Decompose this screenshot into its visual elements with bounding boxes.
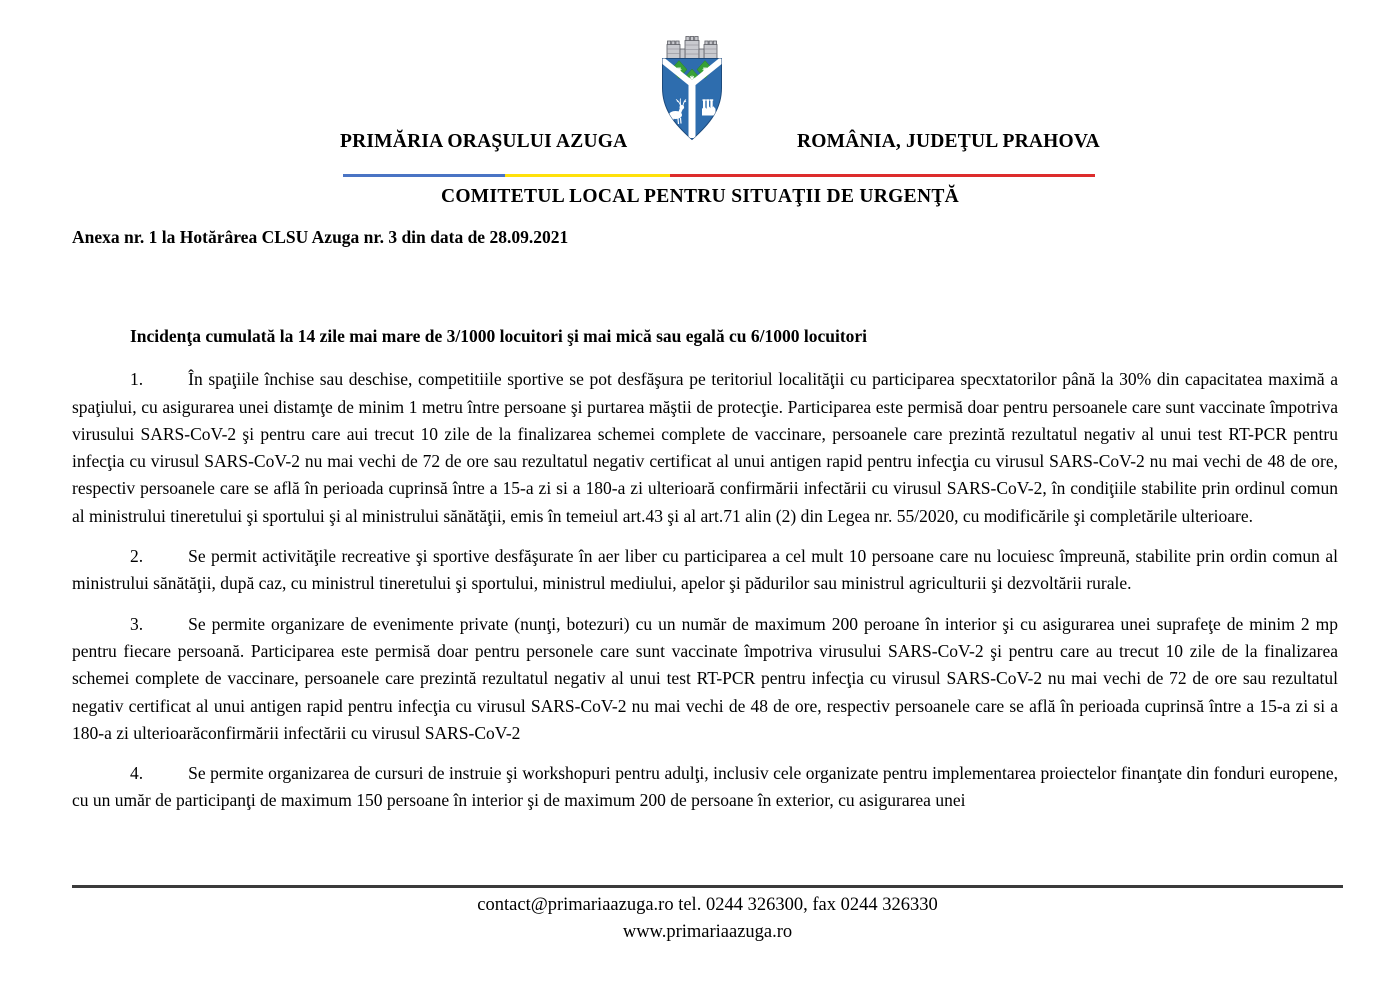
footer-contact: contact@primariaazuga.ro tel. 0244 326300, fax 0244 326330 [477, 895, 938, 915]
flag-red-segment [670, 174, 1095, 177]
paragraph-number: 3. [130, 613, 144, 634]
page-footer [72, 885, 1343, 946]
azuga-coat-of-arms-icon [658, 36, 726, 142]
country-county-name: ROMÂNIA, JUDEŢUL PRAHOVA [797, 131, 1100, 152]
paragraph-text: Se permite organizarea de cursuri de instruie şi workshopuri pentru adulţi, inclusiv cele organizate pentru implementarea proiectelor finanţate din fonduri europene, cu un umăr de participanţi de maximum 150 persoane în interior şi de maximum 200 de persoane în exterior, cu asigurarea unei [72, 763, 1338, 811]
section-heading: Incidenţa cumulată la 14 zile mai mare de 3/1000 locuitori şi mai mică sau egală cu 6/1000 locuitori [130, 326, 868, 346]
paragraph-number: 4. [130, 763, 144, 784]
flag-yellow-segment [505, 174, 670, 177]
institution-name: PRIMĂRIA ORAŞULUI AZUGA [340, 131, 628, 152]
flag-blue-segment [343, 174, 505, 177]
footer-website: www.primariaazuga.ro [622, 922, 793, 942]
footer-divider [72, 885, 1343, 888]
annex-reference: Anexa nr. 1 la Hotărârea CLSU Azuga nr. 3 din data de 28.09.2021 [72, 227, 569, 247]
paragraph-3 [72, 611, 1338, 747]
flag-divider [343, 174, 1095, 177]
paragraph-2 [72, 543, 1338, 598]
paragraph-4 [72, 760, 1338, 815]
paragraph-text: În spaţiile închise sau deschise, competitiile sportive se pot desfăşura pe teritoriul localităţii cu participarea specxtatorilor până la 30% din capacitatea maximă a spaţiului, cu asigurarea unei distamţe de minim 1 metru între persoane şi purtarea măştii de protecţie. Participarea este permisă doar pentru persoanele care sunt vaccinate împotriva virusului SARS-CoV-2 şi pentru care aui trecut 10 zile de la finalizarea schemei complete de vaccinare, persoanele care prezintă rezultatul negativ al unui test RT-PCR pentru infecţia cu virusul SARS-CoV-2 nu mai vechi de 72 de ore sau rezultatul negativ certificat al unui antigen rapid pentru infecţia cu virusul SARS-CoV-2 nu mai vechi de 48 de ore, respectiv persoanele care se află în perioada cuprinsă între a 15-a zi si a 180-a zi ulterioară confirmării infectării cu virusul SARS-CoV-2, în condiţiile stabilite prin ordinul comun al ministrului tineretului şi sportului şi al ministrului sănătăţii, emis în temeiul art.43 şi al art.71 alin (2) din Legea nr. 55/2020, cu modificările şi completările ulterioare. [72, 369, 1338, 526]
paragraph-1 [72, 366, 1338, 530]
paragraph-text: Se permit activităţile recreative şi sportive desfăşurate în aer liber cu participarea a cel mult 10 persoane care nu locuiesc împreună, stabilite prin ordin comun al ministrului sănătăţii, după caz, cu ministrul tineretului şi sportului, ministrul mediului, apelor şi pădurilor sau ministrul agriculturii şi dezvoltării rurale. [72, 546, 1338, 594]
paragraph-number: 2. [130, 546, 144, 567]
committee-title: COMITETUL LOCAL PENTRU SITUAŢII DE URGENŢĂ [440, 186, 960, 207]
paragraph-number: 1. [130, 369, 144, 390]
document-body [72, 323, 1338, 828]
paragraph-text: Se permite organizare de evenimente private (nunţi, botezuri) cu un număr de maximum 200 peroane în interior şi cu asigurarea unei suprafeţe de minim 2 mp pentru fiecare persoană. Participarea este permisă doar pentru personele care sunt vaccinate împotriva virusului SARS-CoV-2 şi pentru care au trecut 10 zile de la finalizarea schemei complete de vaccinare, persoanele care prezintă rezultatul negativ al unui test RT-PCR pentru infecţia cu virusul SARS-CoV-2 nu mai vechi de 72 de ore sau rezultatul negativ certificat al unui antigen rapid pentru infecţia cu virusul SARS-CoV-2 nu mai vechi de 48 de ore, respectiv persoanele care se află în perioada cuprinsă între a 15-a zi si a 180-a zi ulterioarăconfirmării infectării cu virusul SARS-CoV-2 [72, 613, 1338, 743]
